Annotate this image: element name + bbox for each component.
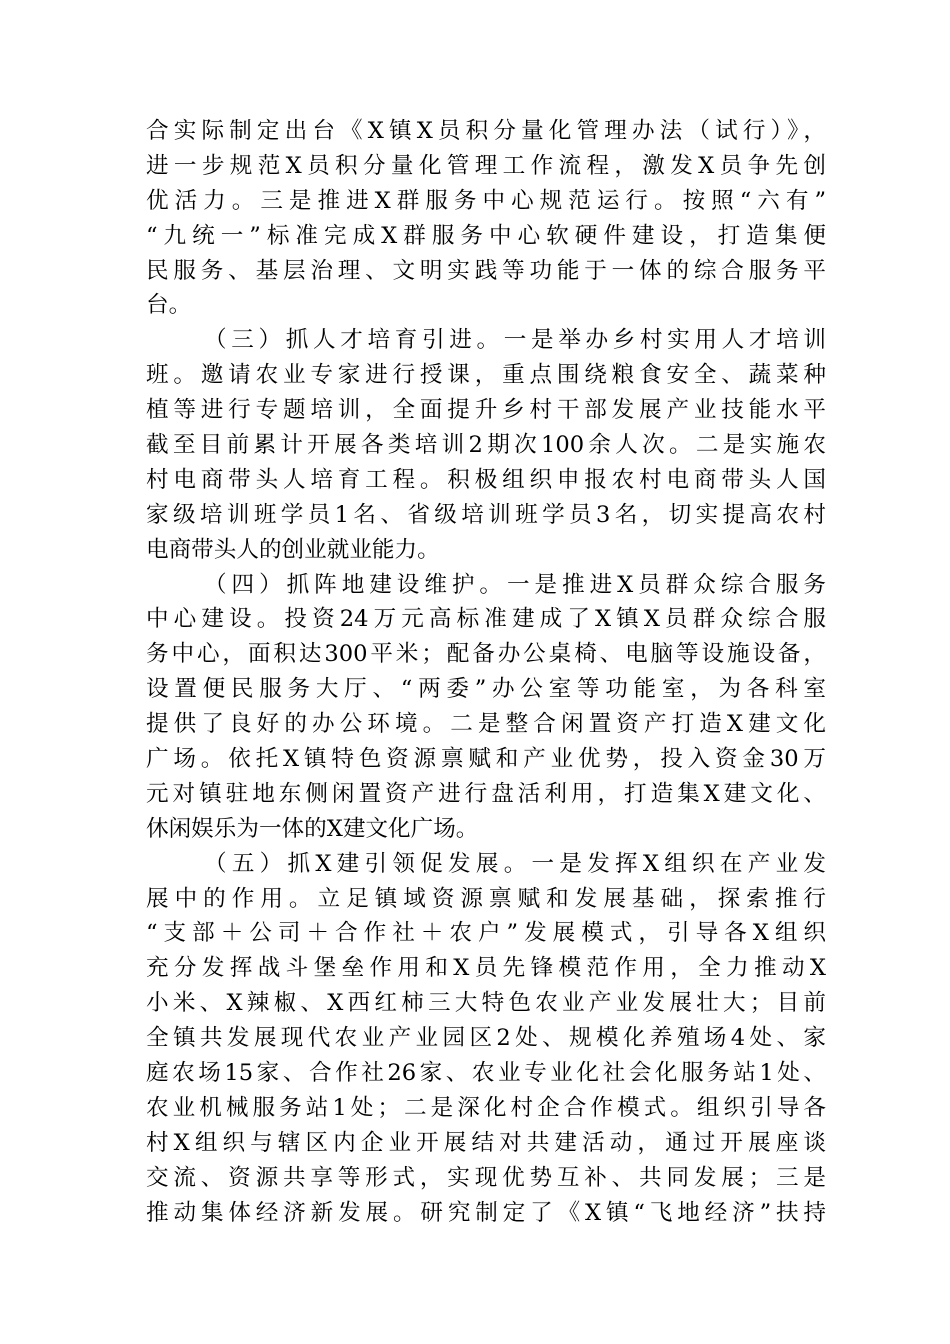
text-line: 电商带头人的创业就业能力。: [146, 536, 440, 563]
text-line: 务中心，面积达300平米；配备办公桌椅、电脑等设施设备，: [146, 641, 826, 668]
text-line: （四）抓阵地建设维护。一是推进X员群众综合服务: [204, 571, 826, 598]
text-line: 全镇共发展现代农业产业园区2处、规模化养殖场4处、家: [146, 1025, 826, 1052]
paragraph: [146, 847, 826, 1231]
text-line: 设置便民服务大厅、“两委”办公室等功能室，为各科室: [146, 676, 826, 703]
text-line: 家级培训班学员1名、省级培训班学员3名，切实提高农村: [146, 501, 826, 528]
text-line: 村X组织与辖区内企业开展结对共建活动，通过开展座谈: [146, 1129, 826, 1156]
text-line: 植等进行专题培训，全面提升乡村干部发展产业技能水平: [146, 397, 826, 424]
text-line: 中心建设。投资24万元高标准建成了X镇X员群众综合服: [146, 606, 826, 633]
body-text: [146, 114, 826, 1231]
paragraph: [146, 568, 826, 847]
paragraph: [146, 323, 826, 567]
text-line: 推动集体经济新发展。研究制定了《X镇“飞地经济”扶持: [146, 1199, 826, 1226]
text-line: 优活力。三是推进X群服务中心规范运行。按照“六有”: [146, 187, 826, 214]
text-line: “九统一”标准完成X群服务中心软硬件建设，打造集便: [146, 222, 826, 249]
text-line: 元对镇驻地东侧闲置资产进行盘活利用，打造集X建文化、: [146, 780, 826, 807]
text-line: 台。: [146, 292, 192, 319]
text-line: 村电商带头人培育工程。积极组织申报农村电商带头人国: [146, 466, 826, 493]
text-line: 提供了良好的办公环境。二是整合闲置资产打造X建文化: [146, 711, 826, 738]
text-line: 展中的作用。立足镇域资源禀赋和发展基础，探索推行: [146, 885, 826, 912]
text-line: 广场。依托X镇特色资源禀赋和产业优势，投入资金30万: [146, 746, 826, 773]
text-line: 休闲娱乐为一体的X建文化广场。: [146, 815, 479, 842]
text-line: 班。邀请农业专家进行授课，重点围绕粮食安全、蔬菜种: [146, 362, 826, 389]
text-line: “支部＋公司＋合作社＋农户”发展模式，引导各X组织: [146, 920, 826, 947]
text-line: 庭农场15家、合作社26家、农业专业化社会化服务站1处、: [146, 1060, 826, 1087]
text-line: 合实际制定出台《X镇X员积分量化管理办法（试行）》，: [146, 118, 826, 144]
text-line: 截至目前累计开展各类培训2期次100余人次。二是实施农: [146, 432, 826, 459]
text-line: 小米、X辣椒、X西红柿三大特色农业产业发展壮大；目前: [146, 990, 826, 1017]
text-line: 民服务、基层治理、文明实践等功能于一体的综合服务平: [146, 257, 826, 284]
text-line: （五）抓X建引领促发展。一是发挥X组织在产业发: [204, 850, 826, 877]
text-line: 农业机械服务站1处；二是深化村企合作模式。组织引导各: [146, 1094, 826, 1121]
text-line: 交流、资源共享等形式，实现优势互补、共同发展；三是: [146, 1164, 826, 1191]
text-line: 充分发挥战斗堡垒作用和X员先锋模范作用，全力推动X: [146, 955, 826, 982]
text-line: 进一步规范X员积分量化管理工作流程，激发X员争先创: [146, 152, 826, 179]
text-line: （三）抓人才培育引进。一是举办乡村实用人才培训: [204, 327, 826, 354]
paragraph: [146, 114, 826, 323]
